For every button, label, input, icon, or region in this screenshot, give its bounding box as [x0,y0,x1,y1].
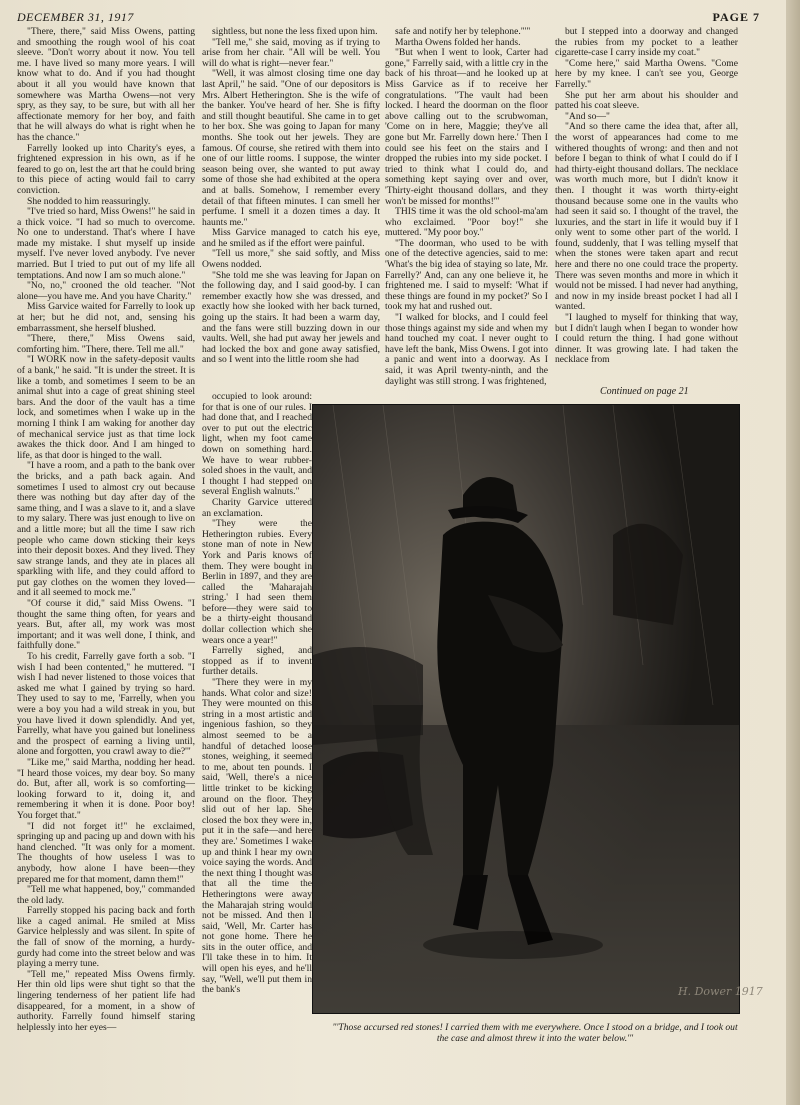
paragraph: "Tell us more," she said softly, and Miss Owens nodded. [202,248,380,271]
column-1 [17,27,195,1082]
paragraph: "There, there," Miss Owens said, comforting him. "There, there. Tell me all." [17,333,195,355]
paragraph: "Like me," said Martha, nodding her head. "I heard those voices, my dear boy. So many do. But, after all, work is so comforting—looking forward to it, doing it, and remembering it when it is done. Poor boy! You forget that." [17,756,195,821]
paragraph: "No, no," crooned the old teacher. "Not alone—you have me. And you have Charity." [17,280,195,302]
paragraph: Miss Garvice managed to catch his eye, and he smiled as if the effort were painful. [202,227,380,249]
paragraph: "There, there," said Miss Owens, patting and smoothing the rough wool of his coat sleeve. "Don't worry about it now. You tell me. I have lived so many more years. I will know what to do. And if you had thought about it all you would have known that somewhere was Martha Owens—not very spry, as they say, to be sure, but with all her affectionate memory for her boy, and faith that he will always do what is right when he has the chance." [17,26,195,143]
paragraph: "But when I went to look, Carter had gone," Farrelly said, with a little cry in the back of his throat—and he looked up at Miss Garvice as if to receive her congratulations. "The vault had been locked. I heard the doorman on the floor above calling out to the scrubwoman, 'Come on in here, Maggie; they've all gone but Mr. Farrelly down here.' Then I could see his feet on the stairs and I dropped the rubies into my side pocket. I tried to think what I could do, and something kept saying over and over, 'Thirty-eight thousand dollars, and they won't be missed for months!'" [385,47,548,207]
paragraph: "I've tried so hard, Miss Owens!" he said in a thick voice. "I had so much to overcome. No one to understand. That's where I have made my mistake. I shut myself up inside myself. I've never loved anybody. I've never married. But I tried to put out of my life all temptations. And now I am so much alone." [17,206,195,281]
page-number: PAGE 7 [712,10,760,24]
artist-signature: H. Dower 1917 [678,985,763,998]
page-edge [786,0,800,1105]
paragraph: "And so—" [565,110,610,122]
paragraph: THIS time it was the old school-ma'am who exclaimed. "Poor boy!" she muttered. "My poor boy." [385,206,548,239]
issue-date: DECEMBER 31, 1917 [17,10,134,24]
paragraph: "I WORK now in the safety-deposit vaults of a bank," he said. "It is under the street. It is like a tomb, and sometimes I seem to be an animal shut into a cage of great shining steel bars. And the door of the vault has a time lock, and sometimes when I wake up in the morning I think I am waking for another day of mechanical service just as that time lock awakes the thick door. And I am hinged to life, as that door is hinged to the wall. [17,354,195,461]
paragraph: "Of course it did," said Miss Owens. "I thought the same thing often, for years and years. But, after all, my work was most important; and it was well done, I think, and faithfully done." [17,598,195,652]
column-2 [202,27,380,387]
paragraph: "They were the Hetherington rubies. Every stone man of note in New York and Paris knows of them. They were bought in Berlin in 1897, and they are called the 'Maharajah string.' I had seen them before—they were said to be a thirty-eight thousand dollar collection which she wears once a year!" [202,518,312,646]
paragraph: "Tell me," repeated Miss Owens firmly. Her thin old lips were shut tight so that the lingering tenderness of her patient life had disappeared, for a moment, in a show of authority. Farrelly found himself staring helplessly into her eyes— [17,968,195,1033]
paragraph: Martha Owens folded her hands. [395,36,521,48]
story-illustration [312,404,763,1014]
paragraph: "Tell me," she said, moving as if trying to arise from her chair. "All will be well. You will do what is right—never fear." [202,36,380,69]
paragraph: Farrelly sighed, and stopped as if to invent further details. [202,645,312,678]
paragraph: occupied to look around: for that is one of our rules. I had done that, and I reached over to put out the electric light, when my foot came down on something hard. We have to wear rubber-soled shoes in the vault, and I thought I had stepped on several English walnuts." [202,391,312,498]
paragraph: "I walked for blocks, and I could feel those things against my side and when my hand touched my coat. I never ought to have left the bank, Miss Owens. I got into a panic and went into a doorway. As I said, it was April twenty-ninth, and the daylight was still strong. I was frightened, [385,312,548,387]
paragraph: Farrelly stopped his pacing back and forth like a caged animal. He smiled at Miss Garvice helplessly and was silent. In spite of the fall of snow of the morning, a hurdy-gurdy had come into the street below and was playing a merry tune. [17,905,195,970]
paragraph: "Come here," said Martha Owens. "Come here by my knee. I can't see you, George Farrelly." [555,57,738,90]
paragraph: "There they were in my hands. What color and size! They were mounted on this string in a most artistic and ingenious fashion, so they almost seemed to be a handful of detached loose stones, weighing, it seemed to me, about ten pounds. I said, 'Well, there's a nice little trinket to be kicking around on the floor. They slid out of her lap. She closed the box they were in, put it in the safe—and here they are.' Sometimes I wake up and think I hear my own voice saying the words. And the next thing I thought was that all the time the Hetheringtons were away the Maharajah string would not be missed. And then I said, 'Well, Mr. Carter has not gone home. There he sits in the outer office, and I'll take these in to him. It will open his eyes, and he'll say, "Well, we'll put them in the bank's [202,677,312,996]
paragraph: but I stepped into a doorway and changed the rubies from my pocket to a leather cigarette-case I carry inside my coat." [555,26,738,59]
paragraph: She nodded to him reassuringly. [27,195,151,207]
paragraph: "She told me she was leaving for Japan on the following day, and I said good-by. I can remember exactly how she was dressed, and exactly how she looked with her back turned, going up the stairs. It had been a warm day, and the fans were still buzzing down in our vaults. Well, she had put away her jewels and had locked the box and gone away satisfied, and so I went into the little room she had [202,269,380,366]
paragraph: She put her arm about his shoulder and patted his coat sleeve. [555,89,738,112]
continued-note: Continued on page 21 [600,386,689,397]
column-2-lower [202,392,312,1012]
paragraph: To his credit, Farrelly gave forth a sob. "I wish I had been contented," he muttered. "I wish I had never listened to those voices that asked me what I gained by trying so hard. They used to say to me, 'Farrelly, when you were a boy you had a wild streak in you, but you have lived it down splendidly. And yet, Farrelly, what have you gained but loneliness and the prospect of earning a living until, alone and forgotten, you crawl away to die?'" [17,651,195,758]
night-street-scene [313,405,763,1013]
illustration-caption: "'Those accursed red stones! I carried them with me everywhere. Once I stood on a bridge, and I took out the case and almost threw it into the water below.'" [332,1022,738,1044]
paragraph: "I did not forget it!" he exclaimed, springing up and pacing up and down with his hand clenched. "It was only for a moment. The thoughts of how useless I was to anybody, how alone I have been—they prepared me for that moment, damn them!" [17,820,195,885]
paragraph: "And so there came the idea that, after all, the worst of appearances had come to me withered thoughts of wrong: and then and not before I began to think of what I could do if I had thirty-eight thousand dollars. The necklace was worth much more, but I didn't know it then. I thought it was worth thirty-eight thousand because some one in the vaults who had seen it said so. I thought of the travel, the luxuries, and the start in life it would buy if I only went to some other part of the world. I found, suddenly, that I was telling myself that when the stones were taken apart and recut here and there no one could trace the property. There was seven months and more in which it would not be missed. I had never had anything, and now in my inside breast pocket I had all I wanted. [555,121,738,313]
paragraph: Farrelly looked up into Charity's eyes, a frightened expression in his own, as if he feared to go on, lest the art that he could bring to this piece of acting would fail to carry conviction. [17,142,195,196]
paragraph: "The doorman, who used to be with one of the detective agencies, said to me: 'What's the big idea of staying so late, Mr. Farrelly?' And, can any one believe it, he frightened me. I said to myself: 'What if these things are found in my pocket?' So I took my hat and rushed out. [385,237,548,313]
column-4 [555,27,738,407]
paragraph: "Tell me what happened, boy," commanded the old lady. [17,884,195,906]
paragraph: Charity Garvice uttered an exclamation. [202,496,312,519]
column-3 [385,27,548,387]
paragraph: "I have a room, and a path to the bank over the bricks, and a path back again. And sometimes I used to almost cry out because there was nothing but day after day of the same thing, and I was a slave to it, and a slave to my salary. There was just enough to live on and a little more; but all the time I saw rich people who came down sticking their keys into their deposit boxes. And they lived. They saw strange lands, and they ate in places all sparkling with life, and they could afford to put gay clothes on the women they loved—and it all seemed to mock me." [17,460,195,599]
paragraph: sightless, but none the less fixed upon him. [212,26,378,37]
paragraph: "I laughed to myself for thinking that way, but I didn't laugh when I began to wonder how I could return the thing. I had gone without dinner. It was growing late. I had taken the necklace from [555,312,738,366]
paragraph: Miss Garvice waited for Farrelly to look up at her; but he did not, and, sensing his embarrassment, she herself blushed. [17,301,195,334]
paragraph: "Well, it was almost closing time one day last April," he said. "One of our depositors is Mrs. Albert Hetherington. She is the wife of the banker. You've heard of her. She is fifty and still thought beautiful. She came in to get to her box. She was going to Japan for many months. She took out her jewels. They are famous. Of course, she retired with them into one of our little rooms. I suppose, the winter season being over, she wanted to put away some of those she had exhibited at the opera and at balls. Somehow, I remember every detail of that fifteen minutes. I can smell her perfume. I smell it a dozen times a day. It haunts me." [202,68,380,228]
paragraph: safe and notify her by telephone."'" [395,26,531,37]
